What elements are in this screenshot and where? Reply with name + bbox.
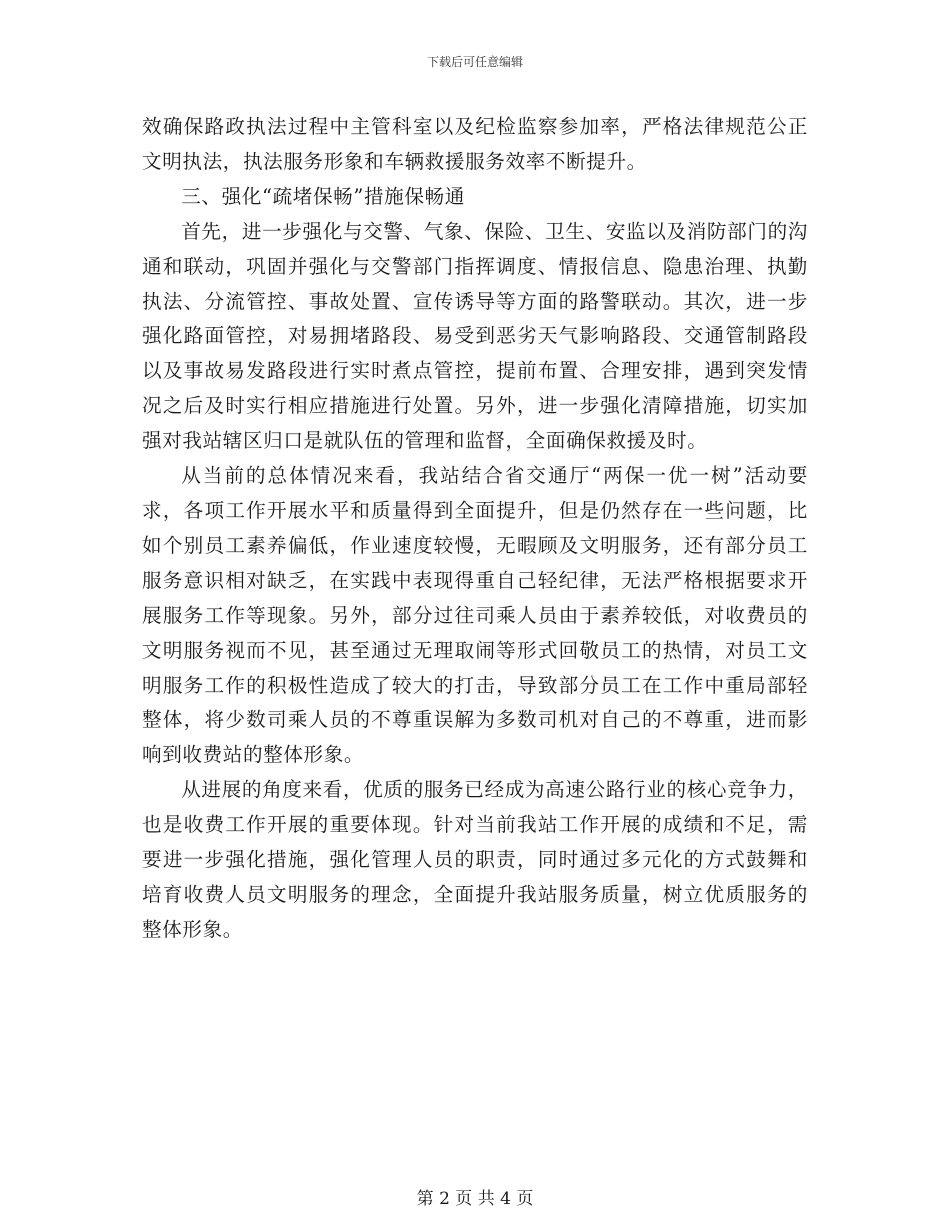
paragraph-4: 从进展的角度来看，优质的服务已经成为高速公路行业的核心竞争力，也是收费工作开展的重要体现。针对当前我站工作开展的成绩和不足，需要进一步强化措施，强化管理人员的职责，同时通过多元化的方式鼓舞和培育收费人员文明服务的理念，全面提升我站服务质量，树立优质服务的整体形象。: [142, 778, 808, 941]
paragraph-2: 首先，进一步强化与交警、气象、保险、卫生、安监以及消防部门的沟通和联动，巩固并强化与交警部门指挥调度、情报信息、隐患治理、执勤执法、分流管控、事故处置、宣传诱导等方面的路警联动。其次，进一步强化路面管控，对易拥堵路段、易受到恶劣天气影响路段、交通管制路段以及事故易发路段进行实时煮点管控，提前布置、合理安排，遇到突发情况之后及时实行相应措施进行处置。另外，进一步强化清障措施，切实加强对我站辖区归口是就队伍的管理和监督，全面确保救援及时。: [142, 219, 808, 453]
section-heading-3: 三、强化“疏堵保畅”措施保畅通: [181, 184, 465, 208]
page-number-label: 第 2 页 共 4 页: [416, 1189, 534, 1209]
page-footer: [0, 1184, 950, 1209]
paragraph-1: 效确保路政执法过程中主管科室以及纪检监察参加率，严格法律规范公正文明执法，执法服务形象和车辆救援服务效率不断提升。: [142, 115, 808, 173]
document-body: [142, 110, 808, 948]
page-header-note: 下载后可任意编辑: [426, 55, 523, 69]
paragraph-3: 从当前的总体情况来看，我站结合省交通厅“两保一优一树”活动要求，各项工作开展水平和质量得到全面提升，但是仍然存在一些问题，比如个别员工素养偏低，作业速度较慢，无暇顾及文明服务，还有部分员工服务意识相对缺乏，在实践中表现得重自己轻纪律，无法严格根据要求开展服务工作等现象。另外，部分过往司乘人员由于素养较低，对收费员的文明服务视而不见，甚至通过无理取闹等形式回敬员工的热情，对员工文明服务工作的积极性造成了较大的打击，导致部分员工在工作中重局部轻整体，将少数司乘人员的不尊重误解为多数司机对自己的不尊重，进而影响到收费站的整体形象。: [142, 464, 808, 767]
